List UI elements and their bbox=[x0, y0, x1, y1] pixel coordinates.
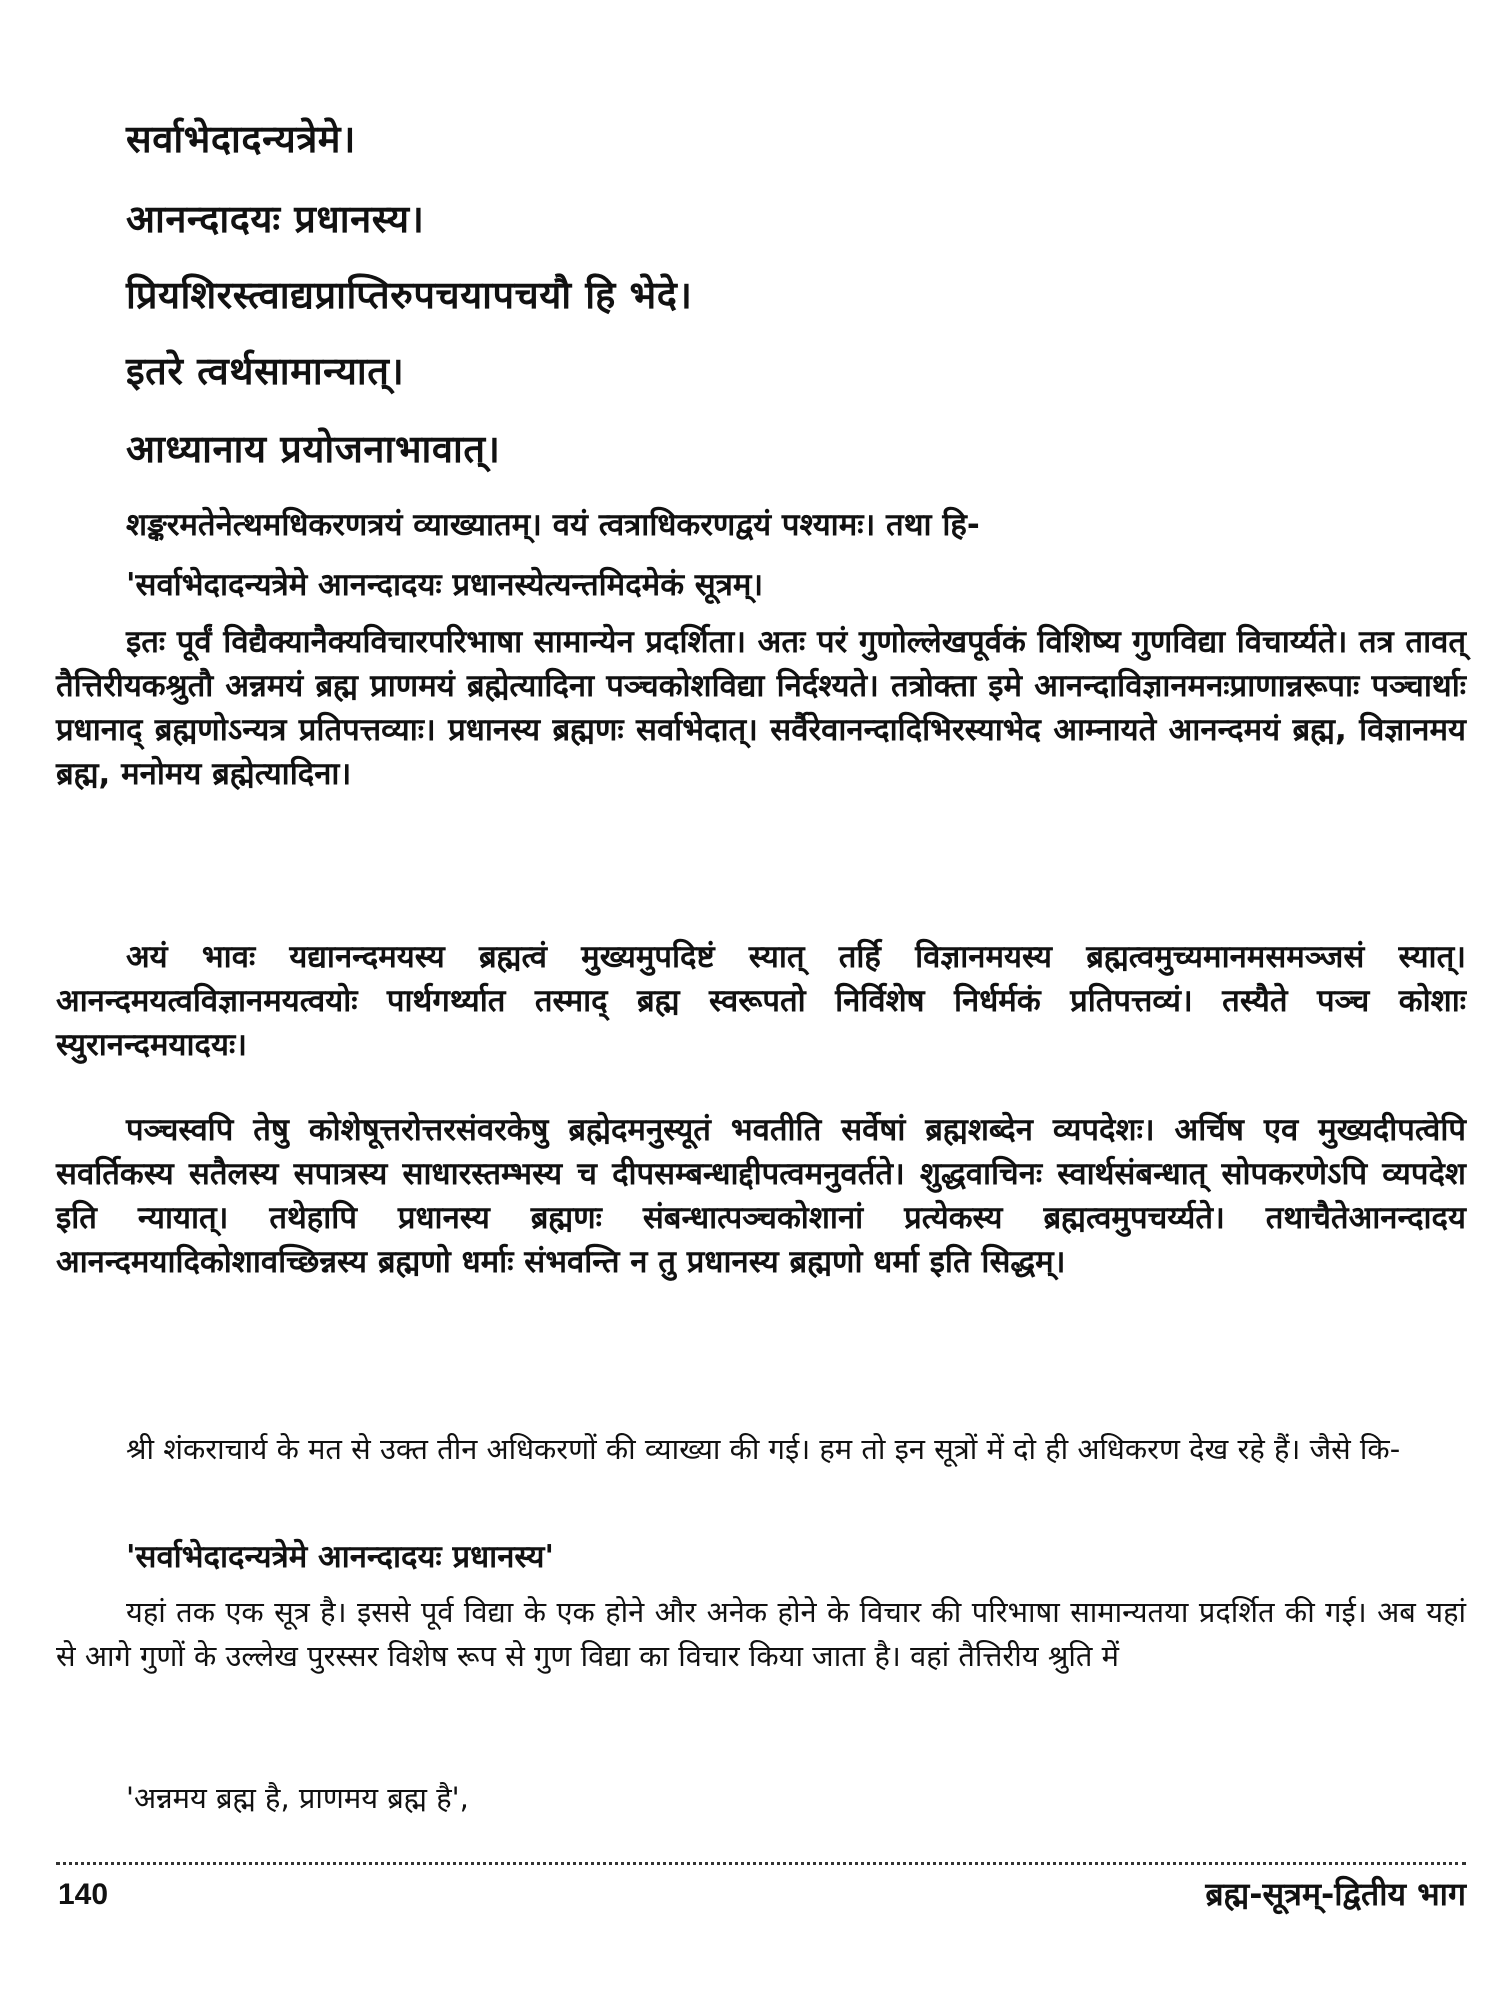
hindi-paragraph-1-text: श्री शंकराचार्य के मत से उक्त तीन अधिकरणों की व्याख्या की गई। हम तो इन सूत्रों में दो ही अधिकरण देख रहे हैं। जैसे कि- bbox=[126, 1432, 1401, 1466]
sutra-3: प्रियशिरस्त्वाद्यप्राप्तिरुपचयापचयौ हि भेदे। bbox=[126, 273, 693, 317]
running-title: ब्रह्म-सूत्रम्-द्वितीय भाग bbox=[1205, 1875, 1466, 1913]
sanskrit-paragraph-2-text: अयं भावः यद्यानन्दमयस्य ब्रह्मत्वं मुख्यमुपदिष्टं स्यात् तर्हि विज्ञानमयस्य ब्रह्मत्वमुच्यमानमसमञ्जसं स्यात्। आनन्दमयत्वविज्ञानमयत्वयोः पार्थगर्थ्यात तस्माद् ब्रह्म स्वरूपतो निर्विशेष निर्धर्मकं प्रतिपत्तव्यं। तस्यैते पञ्च कोशाः स्युरानन्दमयादयः। bbox=[56, 939, 1466, 1063]
hindi-paragraph-1 bbox=[56, 1427, 1466, 1471]
sanskrit-paragraph-1 bbox=[56, 620, 1466, 796]
sanskrit-paragraph-3 bbox=[56, 1108, 1466, 1284]
sanskrit-intro: शङ्करमतेनेत्थमधिकरणत्रयं व्याख्यातम्। वयं त्वत्राधिकरणद्वयं पश्यामः। तथा हि- bbox=[126, 507, 980, 543]
sutra-1: सर्वाभेदादन्यत्रेमे। bbox=[126, 117, 356, 161]
sanskrit-paragraph-3-text: पञ्चस्वपि तेषु कोशेषूत्तरोत्तरसंवरकेषु ब्रह्मेदमनुस्यूतं भवतीति सर्वेषां ब्रह्मशब्देन व्यपदेशः। अर्चिष एव मुख्यदीपत्वेपि सवर्तिकस्य सतैलस्य सपात्रस्य साधारस्तम्भस्य च दीपसम्बन्धाद्दीपत्वमनुवर्तते। शुद्धवाचिनः स्वार्थसंबन्धात् सोपकरणेऽपि व्यपदेश इति न्यायात्। तथेहापि प्रधानस्य ब्रह्मणः संबन्धात्पञ्चकोशानां प्रत्येकस्य ब्रह्मत्वमुपचर्य्यते। तथाचैतेआनन्दादय आनन्दमयादिकोशावच्छिन्नस्य ब्रह्मणो धर्माः संभवन्ति न तु प्रधानस्य ब्रह्मणो धर्मा इति सिद्धम्। bbox=[56, 1112, 1466, 1280]
sanskrit-quote: 'सर्वाभेदादन्यत्रेमे आनन्दादयः प्रधानस्येत्यन्तमिदमेकं सूत्रम्। bbox=[126, 567, 764, 603]
sanskrit-paragraph-1-text: इतः पूर्वं विद्यैक्यानैक्यविचारपरिभाषा सामान्येन प्रदर्शिता। अतः परं गुणोल्लेखपूर्वकं विशिष्य गुणविद्या विचार्य्यते। तत्र तावत् तैत्तिरीयकश्रुतौ अन्नमयं ब्रह्म प्राणमयं ब्रह्मेत्यादिना पञ्चकोशविद्या निर्दश्यते। तत्रोक्ता इमे आनन्दाविज्ञानमनःप्राणान्नरूपाः पञ्चार्थाः प्रधानाद् ब्रह्मणोऽन्यत्र प्रतिपत्तव्याः। प्रधानस्य ब्रह्मणः सर्वाभेदात्। सर्वैरेवानन्दादिभिरस्याभेद आम्नायते आनन्दमयं ब्रह्म, विज्ञानमय ब्रह्म, मनोमय ब्रह्मेत्यादिना। bbox=[56, 624, 1466, 792]
sutra-5: आध्यानाय प्रयोजनाभावात्। bbox=[126, 427, 501, 471]
footer-divider bbox=[56, 1862, 1466, 1865]
sutra-2: आनन्दादयः प्रधानस्य। bbox=[126, 197, 425, 241]
hindi-paragraph-2-text: यहां तक एक सूत्र है। इससे पूर्व विद्या के एक होने और अनेक होने के विचार की परिभाषा सामान्यतया प्रदर्शित की गई। अब यहां से आगे गुणों के उल्लेख पुरस्सर विशेष रूप से गुण विद्या का विचार किया जाता है। वहां तैत्तिरीय श्रुति में bbox=[56, 1595, 1466, 1673]
hindi-quote: 'सर्वाभेदादन्यत्रेमे आनन्दादयः प्रधानस्य' bbox=[126, 1539, 554, 1575]
hindi-paragraph-2 bbox=[56, 1590, 1466, 1678]
page-number: 140 bbox=[58, 1878, 109, 1911]
sutra-4: इतरे त्वर्थसामान्यात्। bbox=[126, 349, 405, 393]
sanskrit-paragraph-2 bbox=[56, 935, 1466, 1067]
hindi-last-line: 'अन्नमय ब्रह्म है, प्राणमय ब्रह्म है', bbox=[126, 1781, 469, 1815]
